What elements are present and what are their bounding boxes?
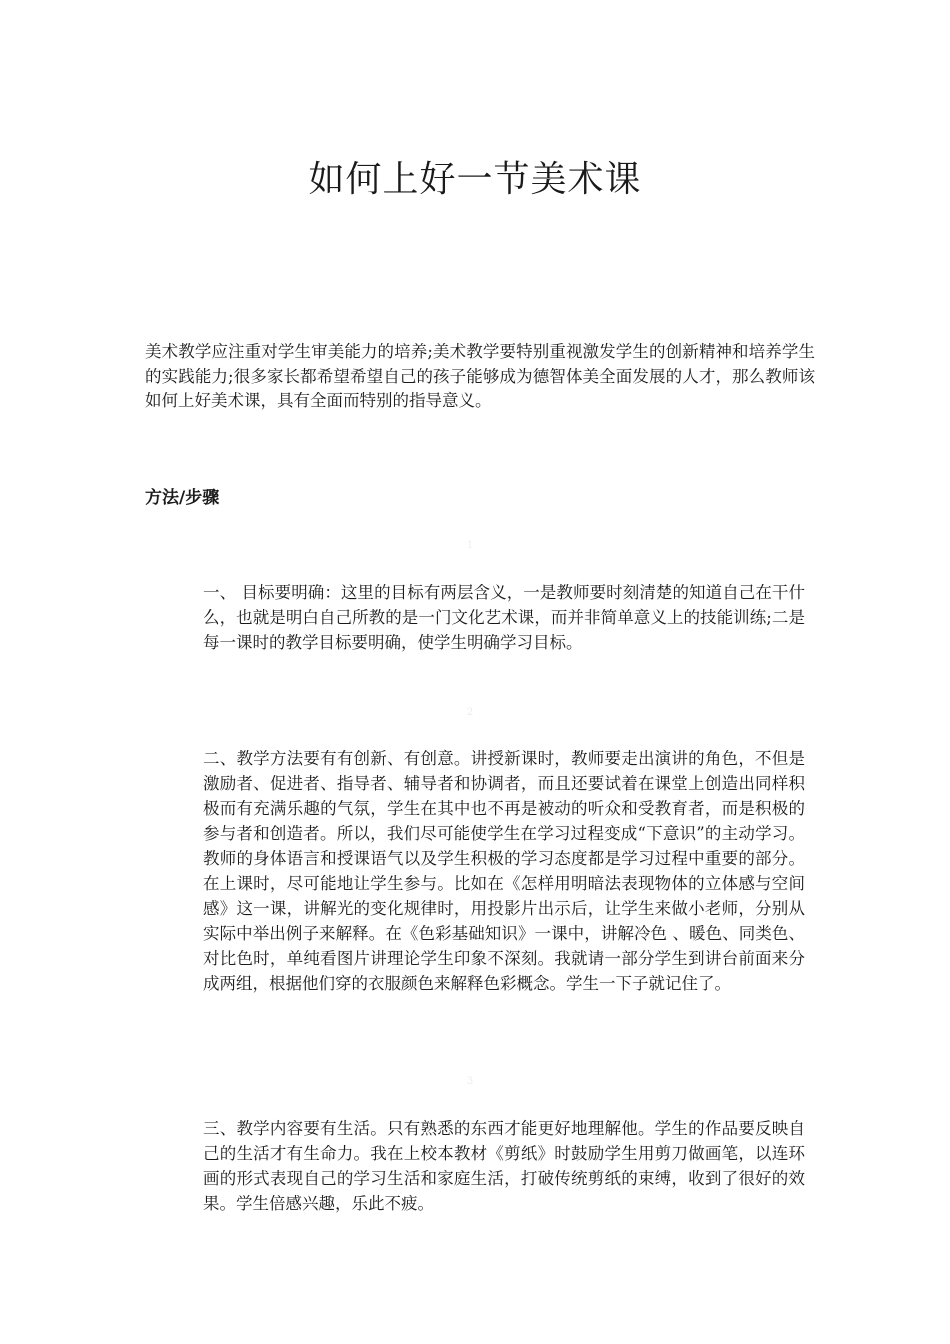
step-marker: 2 — [466, 707, 484, 718]
step-paragraph-1: 一、 目标要明确：这里的目标有两层含义，一是教师要时刻清楚的知道自己在干什么，也就是明白自己所教的是一门文化艺术课，而并非简单意义上的技能训练;二是每一课时的教学目标要明确，使学生明确学习目标。 — [203, 583, 805, 652]
intro-paragraph: 美术教学应注重对学生审美能力的培养;美术教学要特别重视激发学生的创新精神和培养学生的实践能力;很多家长都希望希望自己的孩子能够成为德智体美全面发展的人才，那么教师该如何上好美术课，具有全面而特别的指导意义。 — [145, 342, 815, 410]
step-paragraph-3: 三、教学内容要有生活。只有熟悉的东西才能更好地理解他。学生的作品要反映自己的生活才有生命力。我在上校本教材《剪纸》时鼓励学生用剪刀做画笔，以连环画的形式表现自己的学习生活和家庭生活，打破传统剪纸的束缚，收到了很好的效果。学生倍感兴趣，乐此不疲。 — [203, 1119, 805, 1213]
section-heading: 方法/步骤 — [145, 488, 220, 508]
step-marker: 3 — [466, 1076, 484, 1087]
page-title: 如何上好一节美术课 — [308, 159, 642, 200]
step-paragraph-2: 二、教学方法要有有创新、有创意。讲授新课时，教师要走出演讲的角色，不但是激励者、促进者、指导者、辅导者和协调者，而且还要试着在课堂上创造出同样积极而有充满乐趣的气氛，学生在其中也不再是被动的听众和受教育者，而是积极的参与者和创造者。所以，我们尽可能使学生在学习过程变成“下意识”的主动学习。教师的身体语言和授课语气以及学生积极的学习态度都是学习过程中重要的部分。在上课时，尽可能地让学生参与。比如在《怎样用明暗法表现物体的立体感与空间感》这一课，讲解光的变化规律时，用投影片出示后，让学生来做小老师，分别从实际中举出例子来解释。在《色彩基础知识》一课中，讲解冷色 、暖色、同类色、对比色时，单纯看图片讲理论学生印象不深刻。我就请一部分学生到讲台前面来分成两组，根据他们穿的衣服颜色来解释色彩概念。学生一下子就记住了。 — [203, 749, 805, 993]
step-marker: 1 — [466, 540, 484, 551]
